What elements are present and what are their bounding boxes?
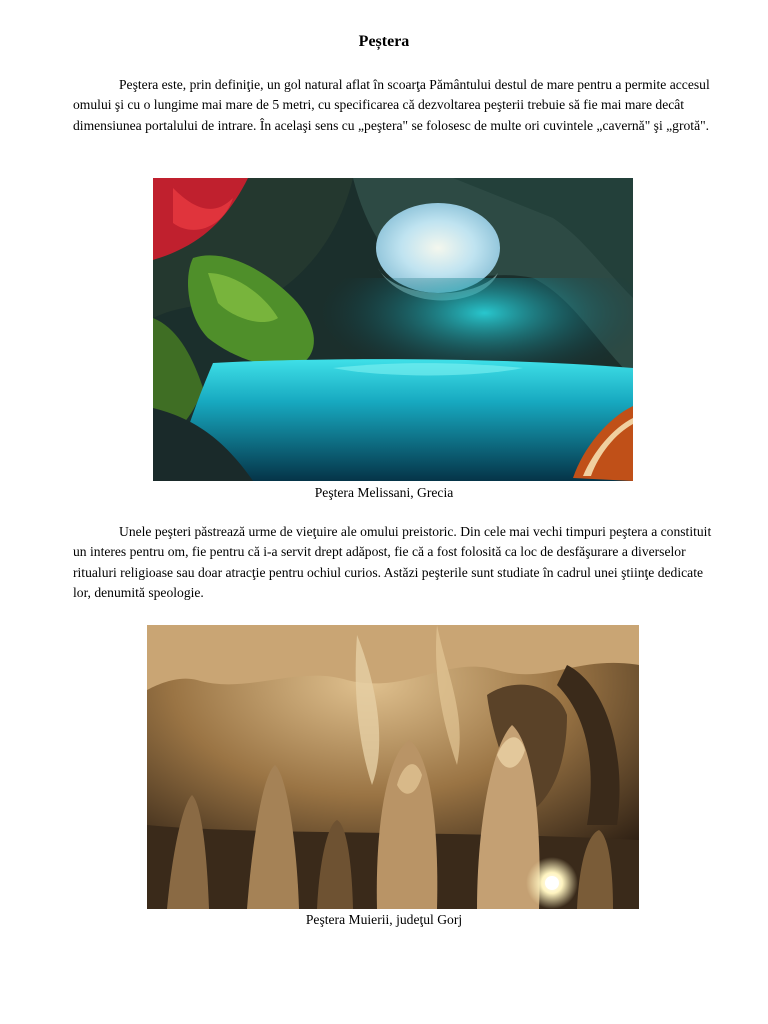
page-title: Peștera — [358, 33, 410, 50]
intro-paragraph: Peştera este, prin definiţie, un gol natural aflat în scoarţa Pământului destul de mare pentru a permite accesul omului şi cu o lungime mai mare de 5 metri, cu specificarea că dezvoltarea peşterii trebuie să fie mai mare decât dimensiunea portalului de intrare. În acelaşi sens cu „peştera" se folosesc de multe ori cuvintele „cavernă" şi „grotă". — [73, 77, 710, 133]
melissani-cave-photo — [153, 178, 633, 481]
muierii-cave-photo — [147, 625, 639, 909]
history-paragraph: Unele peşteri păstrează urme de vieţuire ale omului preistoric. Din cele mai vechi timpuri peştera a constituit un interes pentru om, fie pentru că i-a servit drept adăpost, fie că a fost folosită ca loc de desfăşurare a diverselor ritualuri religioase sau doar atracţie pentru ochiul curios. Astăzi peşterile sunt studiate în cadrul unei ştiinţe dedicate lor, denumită speologie. — [73, 524, 712, 600]
figure-caption: Peştera Melissani, Grecia — [314, 485, 454, 500]
figure-caption: Peştera Muierii, judeţul Gorj — [305, 912, 463, 927]
